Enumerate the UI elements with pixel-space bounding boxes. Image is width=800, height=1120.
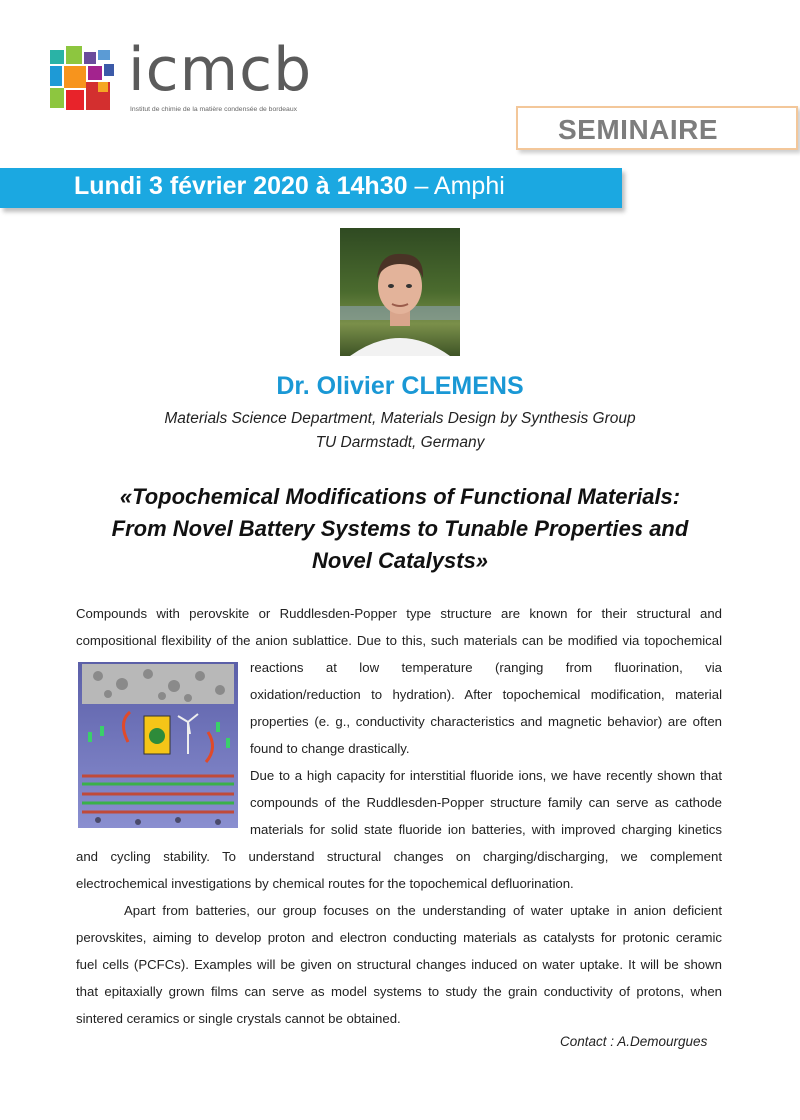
battery-illustration [78, 662, 238, 828]
abstract-line: Due to a high capacity for interstitial fluoride ions, we have recently shown that [250, 768, 722, 783]
abstract-line: compositional flexibility of the anion sublattice. Due to this, such materials can be modified via topochemical [76, 633, 722, 648]
abstract-line: oxidation/reduction to hydration). After topochemical modification, material [250, 687, 722, 702]
abstract-line: and cycling stability. To understand structural changes on charging/discharging, we complement [76, 849, 722, 864]
speaker-photo [340, 228, 460, 356]
seminaire-label: SEMINAIRE [558, 114, 719, 145]
abstract-line: fuel cells (PCFCs). Examples will be given on structural changes induced on water uptake. It will be shown [76, 957, 722, 972]
date-text: Lundi 3 février 2020 à 14h30 [74, 172, 408, 200]
speaker-affiliation-2: TU Darmstadt, Germany [315, 434, 485, 451]
logo-subtitle: Institut de chimie de la matière condensée de bordeaux [130, 106, 298, 113]
talk-title-line-2: From Novel Battery Systems to Tunable Properties and [111, 516, 689, 541]
talk-title-line-1: «Topochemical Modifications of Functional Materials: [119, 484, 681, 509]
talk-title-line-3: Novel Catalysts» [311, 548, 489, 573]
icmcb-logo-mark [50, 46, 116, 112]
abstract-line: perovskites, aiming to develop proton and electron conducting materials as catalysts for protonic ceramic [76, 930, 722, 945]
abstract-line: electrochemical investigations by chemical routes for the topochemical defluorination. [76, 876, 574, 891]
speaker-affiliation-1: Materials Science Department, Materials Design by Synthesis Group [164, 410, 636, 427]
seminaire-badge [516, 106, 798, 150]
location-text: – Amphi [407, 172, 505, 200]
abstract-line: reactions at low temperature (ranging from fluorination, via [250, 660, 722, 675]
date-line [74, 172, 505, 201]
contact-line: Contact : A.Demourgues [560, 1034, 708, 1049]
abstract-line: properties (e. g., conductivity characteristics and magnetic behavior) are often [250, 714, 722, 729]
speaker-name: Dr. Olivier CLEMENS [276, 372, 524, 400]
abstract-line: Compounds with perovskite or Ruddlesden-Popper type structure are known for their structural and [76, 606, 722, 621]
abstract-line: found to change drastically. [250, 741, 410, 756]
abstract-line: that epitaxially grown films can serve as model systems to study the grain conductivity of protons, when [76, 984, 722, 999]
abstract-line: compounds of the Ruddlesden-Popper structure family can serve as cathode [250, 795, 722, 810]
abstract-line: sintered ceramics or single crystals cannot be obtained. [76, 1011, 401, 1026]
logo-wordmark: icmcb [128, 35, 313, 105]
abstract-line: Apart from batteries, our group focuses on the understanding of water uptake in anion deficient [124, 903, 722, 918]
abstract-line: materials for solid state fluoride ion batteries, with improved charging kinetics [250, 822, 722, 837]
date-banner [0, 168, 622, 208]
